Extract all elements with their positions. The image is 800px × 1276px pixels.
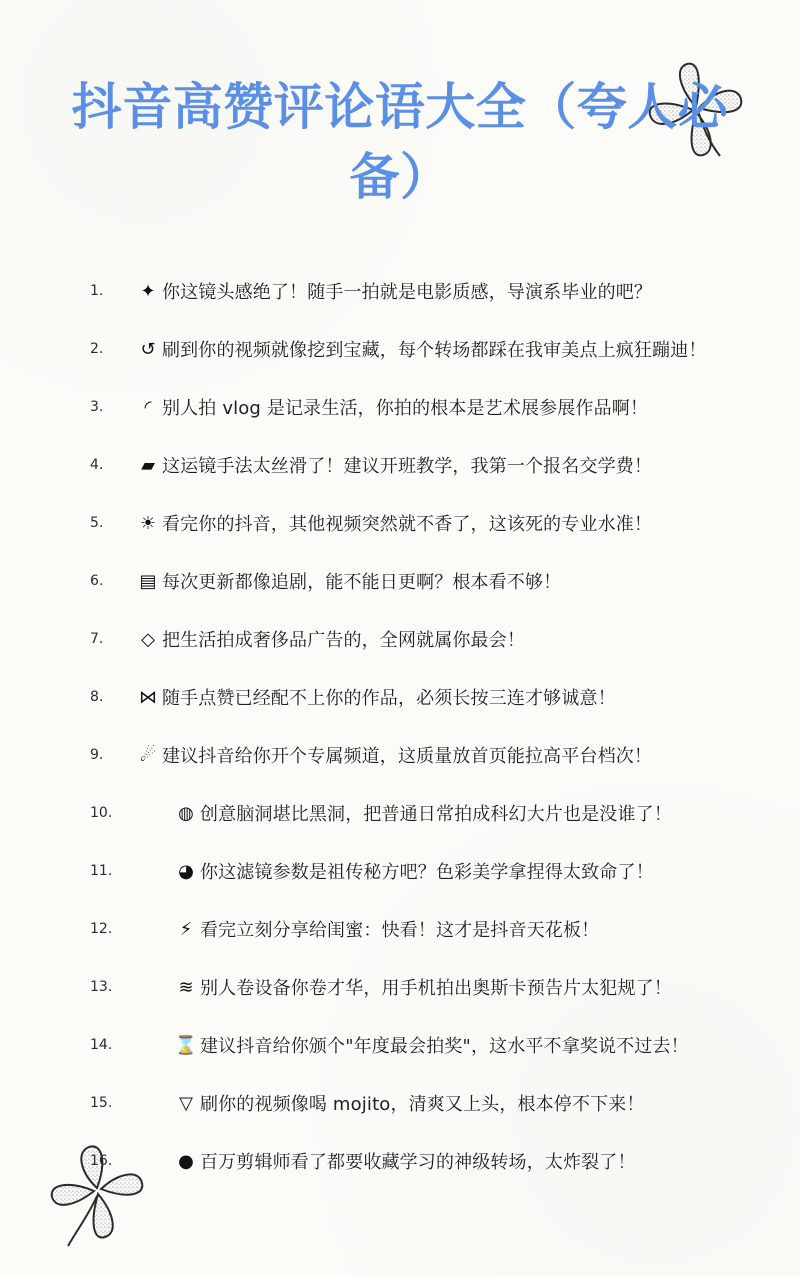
item-text: 每次更新都像追剧，能不能日更啊？根本看不够！ <box>162 572 562 593</box>
droplet-icon: ● <box>178 1150 194 1172</box>
clapperboard-icon: ▰ <box>141 454 155 476</box>
list-item <box>90 784 780 842</box>
item-text: 建议抖音给你开个专属频道，这质量放首页能拉高平台档次！ <box>162 746 653 767</box>
item-text: 别人拍 vlog 是记录生活，你拍的根本是艺术展参展作品啊！ <box>162 398 649 419</box>
hourglass-icon: ⌛ <box>174 1034 198 1056</box>
sparkles-icon: ✦ <box>140 280 156 302</box>
list-item <box>90 610 780 668</box>
item-text: 你这镜头感绝了！随手一拍就是电影质感，导演系毕业的吧？ <box>162 282 653 303</box>
item-text: 这运镜手法太丝滑了！建议开班教学，我第一个报名交学费！ <box>162 456 653 477</box>
gem-icon: ◇ <box>141 628 155 650</box>
list-item <box>90 1074 780 1132</box>
item-number: 5. <box>90 515 104 531</box>
list-item <box>90 1132 780 1190</box>
item-number: 4. <box>90 457 104 473</box>
item-number: 13. <box>90 979 113 995</box>
item-text: 百万剪辑师看了都要收藏学习的神级转场，太炸裂了！ <box>200 1152 636 1173</box>
item-text: 随手点赞已经配不上你的作品，必须长按三连才够诚意！ <box>162 688 616 709</box>
item-number: 6. <box>90 573 104 589</box>
rainbow-icon: ◜ <box>144 396 152 418</box>
butterfly-icon: ⋈ <box>139 686 157 708</box>
popcorn-icon: ▤ <box>139 570 157 592</box>
list-item <box>90 668 780 726</box>
comment-list <box>90 262 780 1190</box>
comet-icon: ☄ <box>139 744 157 766</box>
list-item <box>90 842 780 900</box>
sun-icon: ☀ <box>139 512 157 534</box>
swirl-icon: ↺ <box>140 338 156 360</box>
item-text: 刷你的视频像喝 mojito，清爽又上头，根本停不下来！ <box>200 1094 645 1115</box>
list-item <box>90 552 780 610</box>
palette-icon: ◕ <box>178 860 194 882</box>
item-text: 把生活拍成奢侈品广告的，全网就属你最会！ <box>162 630 525 651</box>
list-item <box>90 320 780 378</box>
item-number: 16. <box>90 1153 113 1169</box>
list-item <box>90 436 780 494</box>
item-text: 看完你的抖音，其他视频突然就不香了，这该死的专业水准！ <box>162 514 653 535</box>
cocktail-icon: ▽ <box>179 1092 193 1114</box>
list-item <box>90 262 780 320</box>
item-text: 别人卷设备你卷才华，用手机拍出奥斯卡预告片太犯规了！ <box>200 978 672 999</box>
item-number: 8. <box>90 689 104 705</box>
item-text: 创意脑洞堪比黑洞，把普通日常拍成科幻大片也是没谁了！ <box>200 804 672 825</box>
item-number: 1. <box>90 283 104 299</box>
item-number: 7. <box>90 631 104 647</box>
item-number: 15. <box>90 1095 113 1111</box>
item-number: 10. <box>90 805 113 821</box>
list-item <box>90 378 780 436</box>
list-item <box>90 958 780 1016</box>
page-title <box>0 72 800 212</box>
list-item <box>90 900 780 958</box>
item-text: 你这滤镜参数是祖传秘方吧？色彩美学拿捏得太致命了！ <box>200 862 654 883</box>
item-number: 11. <box>90 863 113 879</box>
item-number: 2. <box>90 341 104 357</box>
item-text: 刷到你的视频就像挖到宝藏，每个转场都踩在我审美点上疯狂蹦迪！ <box>162 340 707 361</box>
item-text: 看完立刻分享给闺蜜：快看！这才是抖音天花板！ <box>200 920 600 941</box>
page-title-line-2: 备） <box>349 148 451 206</box>
list-item <box>90 1016 780 1074</box>
tornado-icon: ≋ <box>178 976 194 998</box>
item-number: 9. <box>90 747 104 763</box>
page-title-line-1: 抖音高赞评论语大全（夸人必 <box>71 78 729 136</box>
item-text: 建议抖音给你颁个"年度最会拍奖"，这水平不拿奖说不过去！ <box>200 1036 689 1057</box>
brain-icon: ◍ <box>178 802 194 824</box>
item-number: 3. <box>90 399 104 415</box>
lightning-icon: ⚡ <box>179 918 193 940</box>
list-item <box>90 726 780 784</box>
list-item <box>90 494 780 552</box>
item-number: 12. <box>90 921 113 937</box>
item-number: 14. <box>90 1037 113 1053</box>
